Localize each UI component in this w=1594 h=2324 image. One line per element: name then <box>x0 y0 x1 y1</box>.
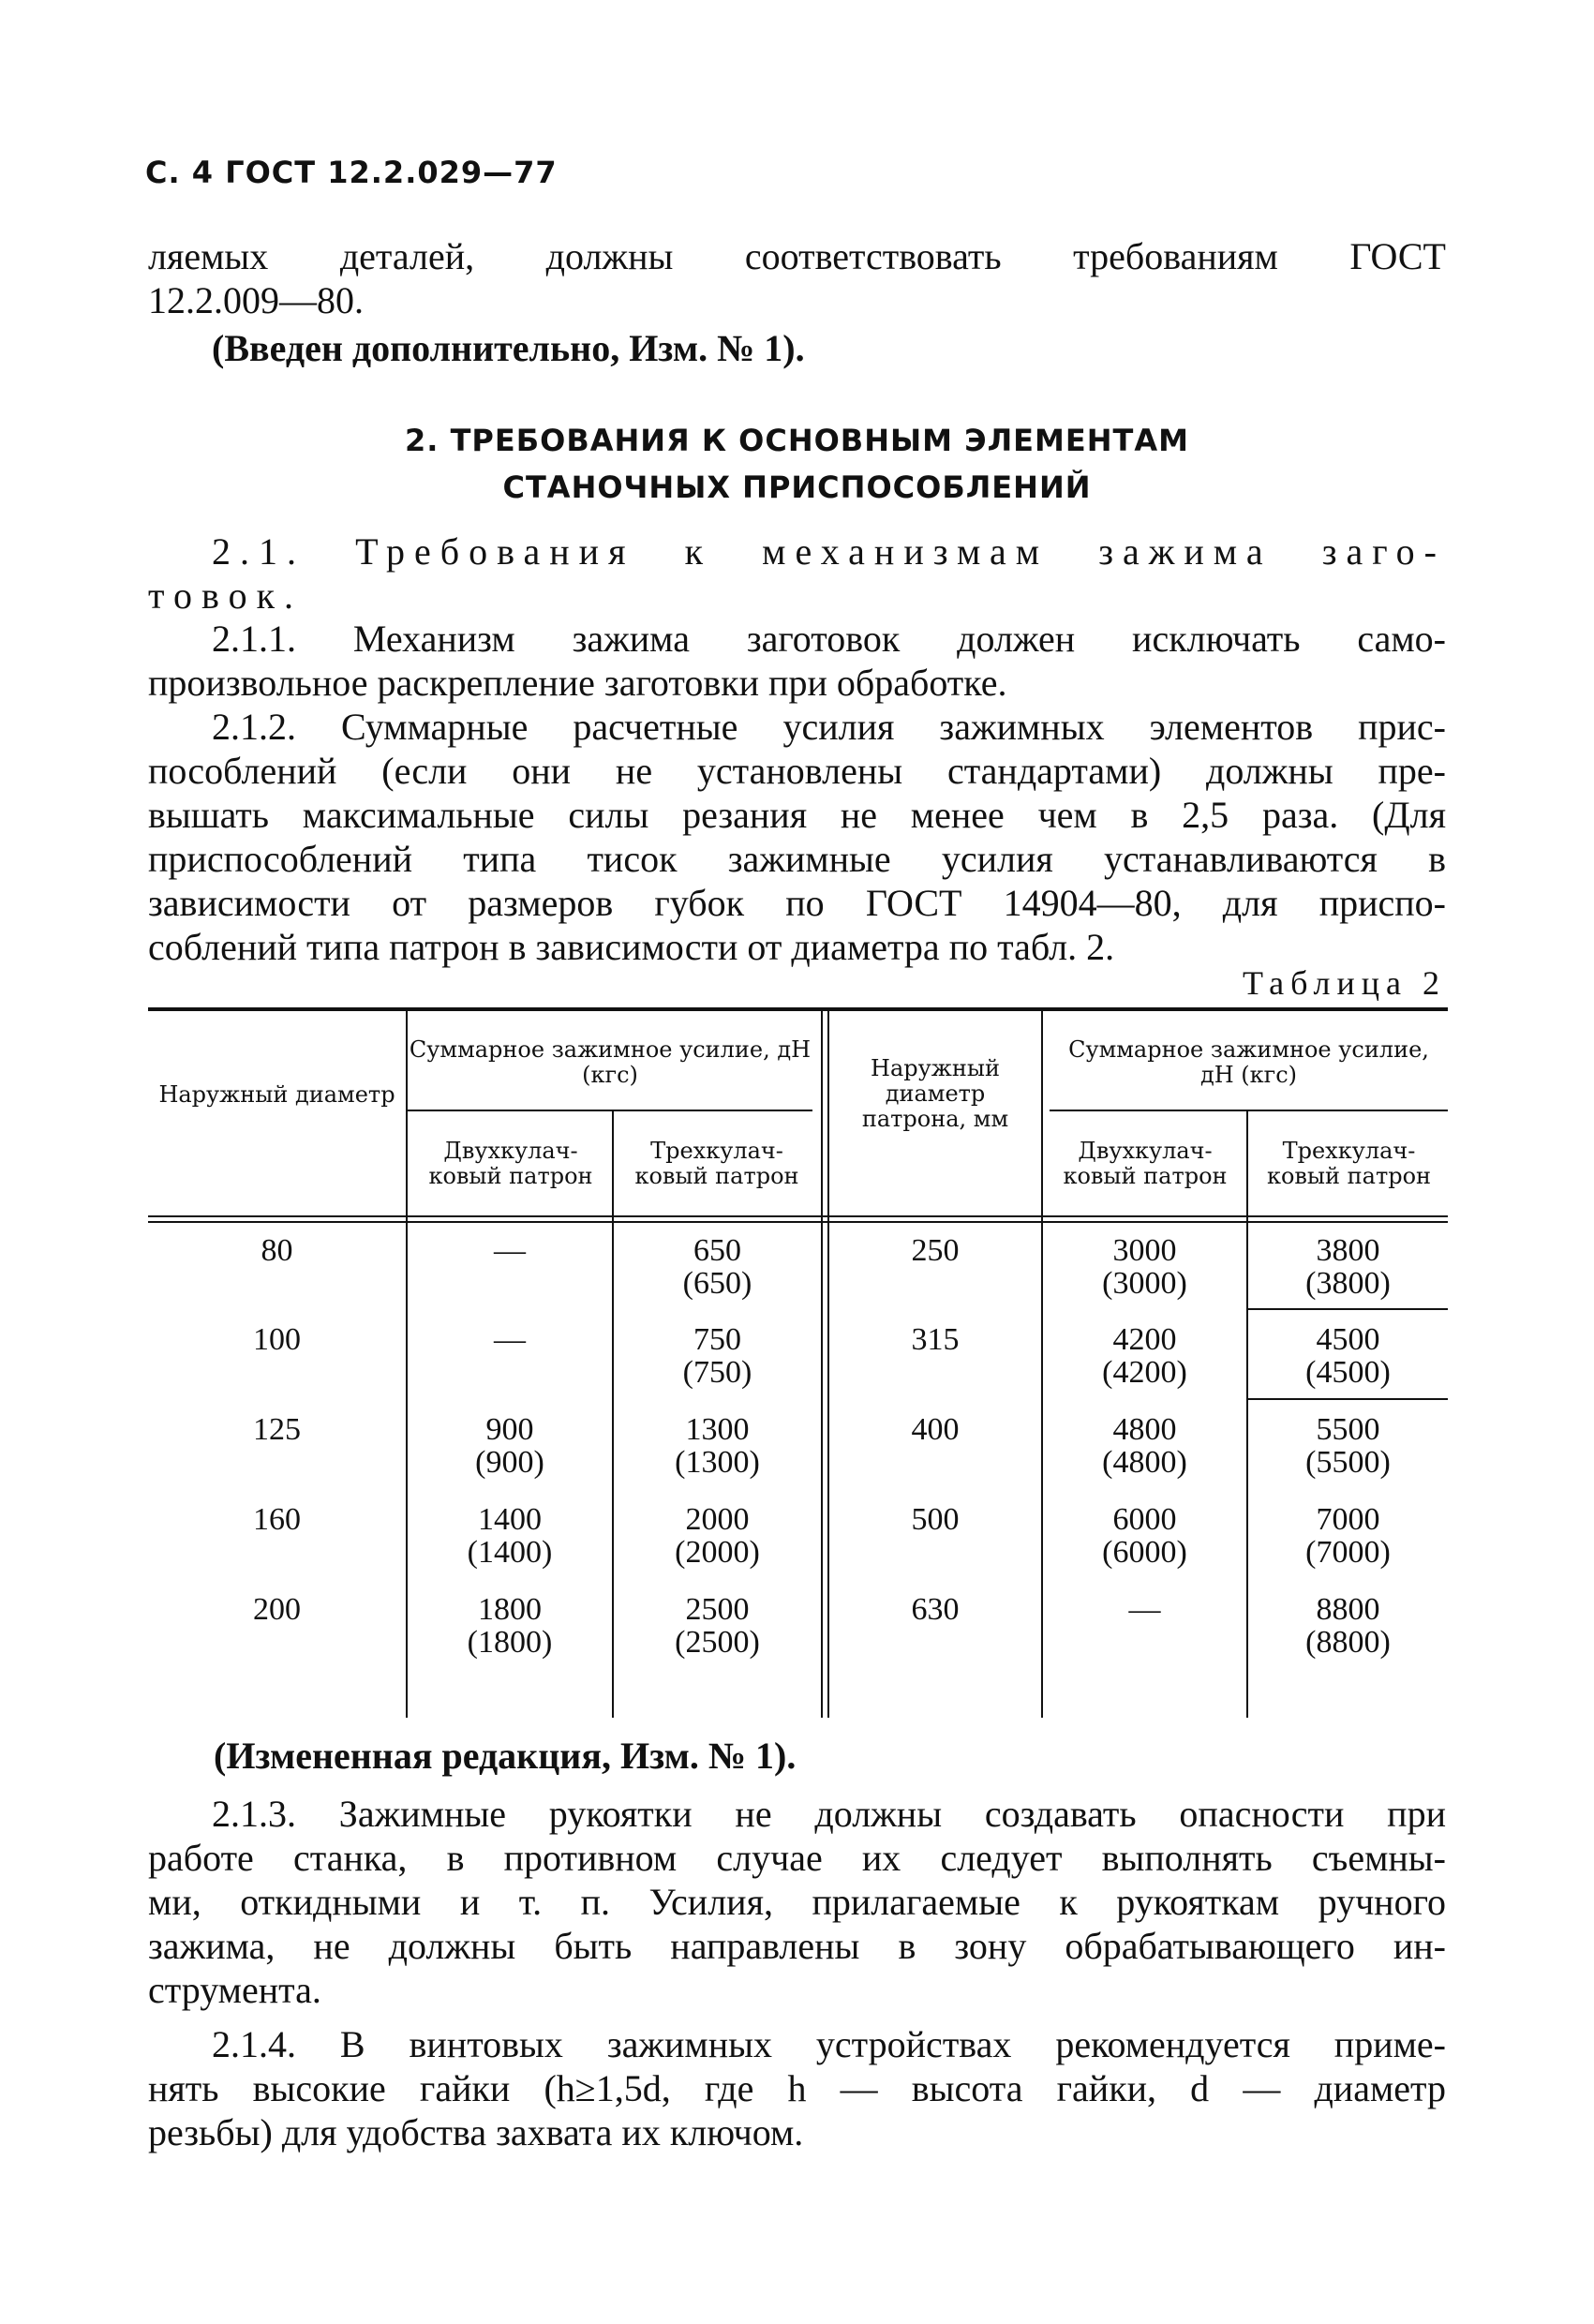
table-top-rule <box>148 1007 1448 1011</box>
cell-three-jaw <box>1248 1234 1448 1300</box>
cell-two-jaw <box>408 1413 612 1479</box>
header-three-jaw: Трехкулач-ковый патрон <box>634 1138 799 1189</box>
paragraph-line: зависимости от размеров губок по ГОСТ 14904—80, для приспо- <box>148 882 1446 924</box>
cell-two-jaw: — <box>494 1233 526 1268</box>
cell-three-jaw <box>1248 1323 1448 1389</box>
cell-value: 4500 <box>1316 1322 1380 1357</box>
cell-two-jaw <box>1043 1234 1246 1300</box>
cell-three-jaw <box>614 1234 821 1300</box>
cell-value-kgf: (2000) <box>675 1535 760 1570</box>
paragraph-line: нять высокие гайки (h≥1,5d, где h — высота гайки, d — диаметр <box>148 2067 1446 2109</box>
cell-value: 1400 <box>478 1502 542 1537</box>
amendment-note: (Введен дополнительно, Изм. № 1). <box>212 327 805 369</box>
cell-three-jaw <box>614 1503 821 1569</box>
cell-value-kgf: (5500) <box>1305 1445 1391 1480</box>
paragraph-line: вышать максимальные силы резания не менее чем в 2,5 раза. (Для <box>148 794 1446 836</box>
cell-chuck-diameter: 250 <box>911 1233 960 1268</box>
cell-two-jaw <box>1043 1323 1246 1389</box>
cell-value: 8800 <box>1316 1592 1380 1627</box>
cell-value-kgf: (8800) <box>1305 1625 1391 1660</box>
header-chuck-diameter: Наружный диаметр патрона, мм <box>861 1055 1009 1132</box>
cell-value-kgf: (4200) <box>1102 1355 1187 1390</box>
header-three-jaw: Трехкулач-ковый патрон <box>1266 1138 1432 1189</box>
cell-three-jaw <box>1248 1413 1448 1479</box>
header-outer-diameter: Наружный диаметр <box>158 1081 395 1108</box>
cell-value: 900 <box>485 1412 534 1447</box>
cell-two-jaw <box>408 1503 612 1569</box>
header-bottom-rule <box>148 1221 1448 1223</box>
cell-value-kgf: (4500) <box>1305 1355 1391 1390</box>
header-bottom-rule <box>148 1215 1448 1217</box>
paragraph-line: ляемых деталей, должны соответствовать требованиям ГОСТ <box>148 235 1446 277</box>
paragraph-line: резьбы) для удобства захвата их ключом. <box>148 2111 804 2153</box>
cell-value-kgf: (6000) <box>1102 1535 1187 1570</box>
cell-three-jaw <box>614 1413 821 1479</box>
table-caption: Таблица 2 <box>1243 964 1446 1002</box>
cell-value: 4200 <box>1112 1322 1177 1357</box>
cell-value-kgf: (2500) <box>675 1625 760 1660</box>
cell-chuck-diameter: 400 <box>911 1412 960 1447</box>
cell-three-jaw <box>614 1323 821 1389</box>
cell-diameter: 80 <box>261 1233 293 1268</box>
header-total-force: Суммарное зажимное усилие, дН (кгс) <box>409 1036 812 1088</box>
cell-value: 650 <box>693 1233 741 1268</box>
section-title: СТАНОЧНЫХ ПРИСПОСОБЛЕНИЙ <box>502 469 1092 505</box>
cell-chuck-diameter: 315 <box>911 1322 960 1357</box>
cell-value-kgf: (1300) <box>675 1445 760 1480</box>
cell-value-kgf: (650) <box>682 1266 752 1301</box>
paragraph-line: соблений типа патрон в зависимости от диаметра по табл. 2. <box>148 926 1115 968</box>
cell-value: 750 <box>693 1322 741 1357</box>
cell-value-kgf: (3000) <box>1102 1266 1187 1301</box>
cell-diameter: 160 <box>253 1502 301 1537</box>
column-rule <box>821 1011 823 1718</box>
cell-value-kgf: (3800) <box>1305 1266 1391 1301</box>
paragraph-line: работе станка, в противном случае их следует выполнять съемны- <box>148 1837 1446 1879</box>
cell-two-jaw <box>1043 1503 1246 1569</box>
paragraph-line: произвольное раскрепление заготовки при обработке. <box>148 662 1007 704</box>
paragraph-line: зажима, не должны быть направлены в зону обрабатывающего ин- <box>148 1925 1446 1967</box>
cell-value: 1800 <box>478 1592 542 1627</box>
cell-value: 1300 <box>685 1412 750 1447</box>
header-two-jaw: Двухкулач-ковый патрон <box>428 1138 593 1189</box>
cell-three-jaw <box>614 1593 821 1659</box>
cell-value: 6000 <box>1112 1502 1177 1537</box>
cell-three-jaw <box>1248 1503 1448 1569</box>
cell-rule <box>1246 1308 1448 1310</box>
cell-value: 2500 <box>685 1592 750 1627</box>
cell-rule <box>1246 1398 1448 1400</box>
cell-two-jaw: — <box>1128 1592 1161 1627</box>
cell-two-jaw <box>408 1593 612 1659</box>
paragraph-line: 2.1.2. Суммарные расчетные усилия зажимных элементов прис- <box>212 706 1446 748</box>
paragraph-line: ми, откидными и т. п. Усилия, прилагаемые к рукояткам ручного <box>148 1881 1446 1923</box>
cell-two-jaw <box>1043 1413 1246 1479</box>
cell-value: 3000 <box>1112 1233 1177 1268</box>
cell-chuck-diameter: 500 <box>911 1502 960 1537</box>
cell-value-kgf: (1400) <box>467 1535 553 1570</box>
cell-value-kgf: (900) <box>475 1445 544 1480</box>
paragraph-line: 2.1. Требования к механизмам зажима заго- <box>212 530 1446 573</box>
header-rule <box>1050 1110 1448 1111</box>
cell-value: 5500 <box>1316 1412 1380 1447</box>
paragraph-line: пособлений (если они не установлены стандартами) должны пре- <box>148 750 1446 792</box>
force-table <box>148 1007 1448 1720</box>
cell-diameter: 100 <box>253 1322 301 1357</box>
cell-value-kgf: (1800) <box>467 1625 553 1660</box>
cell-value: 4800 <box>1112 1412 1177 1447</box>
cell-value-kgf: (750) <box>682 1355 752 1390</box>
cell-value: 3800 <box>1316 1233 1380 1268</box>
paragraph-line: 2.1.1. Механизм зажима заготовок должен исключать само- <box>212 618 1446 660</box>
cell-diameter: 125 <box>253 1412 301 1447</box>
cell-three-jaw <box>1248 1593 1448 1659</box>
paragraph-line: приспособлений типа тисок зажимные усилия устанавливаются в <box>148 838 1446 880</box>
cell-value-kgf: (4800) <box>1102 1445 1187 1480</box>
paragraph-line: 2.1.4. В винтовых зажимных устройствах рекомендуется приме- <box>212 2023 1446 2065</box>
cell-value-kgf: (7000) <box>1305 1535 1391 1570</box>
paragraph-line: товок. <box>148 574 303 617</box>
cell-two-jaw: — <box>494 1322 526 1357</box>
amendment-note: (Измененная редакция, Изм. № 1). <box>214 1735 797 1777</box>
section-title: 2. ТРЕБОВАНИЯ К ОСНОВНЫМ ЭЛЕМЕНТАМ <box>405 423 1189 458</box>
header-total-force: Суммарное зажимное усилие, дН (кгс) <box>1068 1036 1429 1088</box>
cell-value: 2000 <box>685 1502 750 1537</box>
paragraph-line: струмента. <box>148 1969 321 2011</box>
page-header: С. 4 ГОСТ 12.2.029—77 <box>145 155 558 190</box>
paragraph-line: 2.1.3. Зажимные рукоятки не должны создавать опасности при <box>212 1793 1446 1835</box>
paragraph-line: 12.2.009—80. <box>148 279 364 321</box>
header-two-jaw: Двухкулач-ковый патрон <box>1063 1138 1228 1189</box>
cell-diameter: 200 <box>253 1592 301 1627</box>
header-rule <box>408 1110 812 1111</box>
cell-value: 7000 <box>1316 1502 1380 1537</box>
cell-chuck-diameter: 630 <box>911 1592 960 1627</box>
